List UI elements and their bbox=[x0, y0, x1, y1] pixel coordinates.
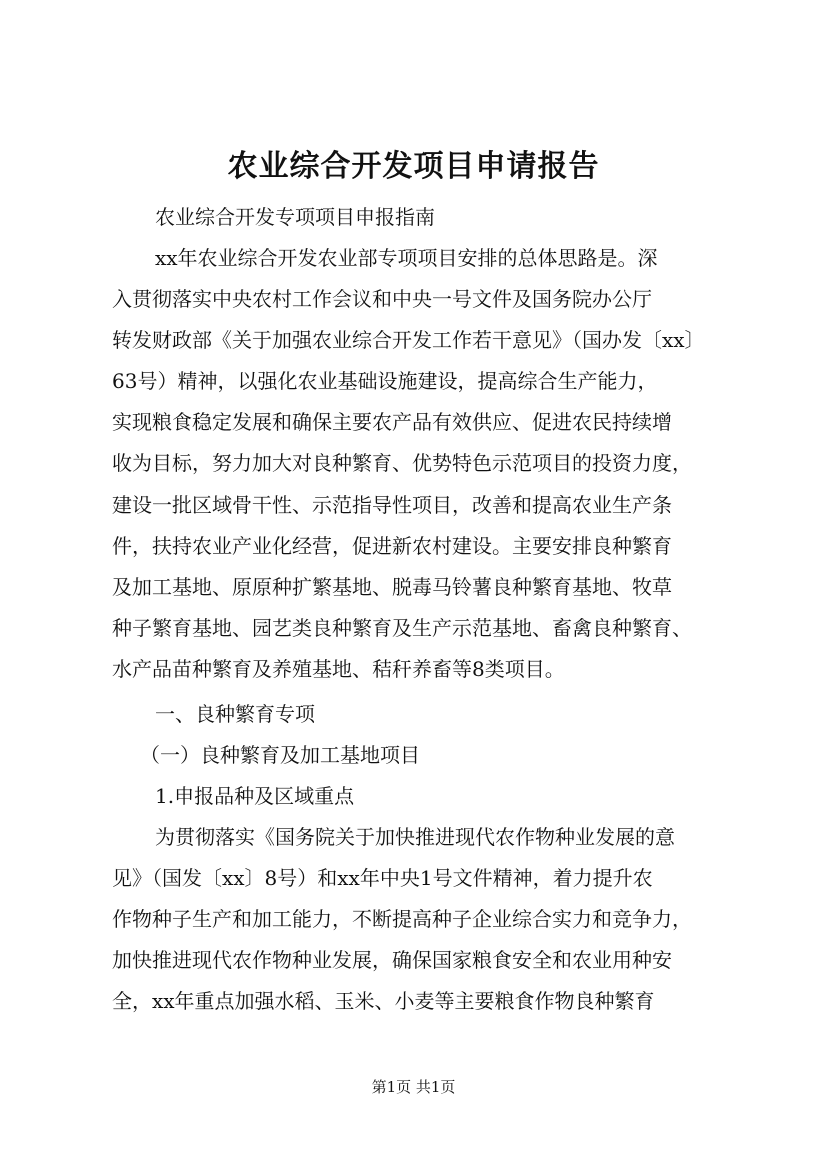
text-line: 全，xx年重点加强水稻、玉米、小麦等主要粮食作物良种繁育 bbox=[112, 989, 655, 1013]
text-line: 种子繁育基地、园艺类良种繁育及生产示范基地、畜禽良种繁育、 bbox=[112, 616, 692, 640]
page-footer: 第1页 共1页 bbox=[371, 1078, 456, 1096]
text-line: 加快推进现代农作物种业发展，确保国家粮食安全和农业用种安 bbox=[112, 948, 672, 972]
document-title: 农业综合开发项目申请报告 bbox=[227, 149, 600, 184]
text-line: 转发财政部《关于加强农业综合开发工作若干意见》（国办发〔xx〕 bbox=[112, 328, 705, 352]
text-line: 及加工基地、原原种扩繁基地、脱毒马铃薯良种繁育基地、牧草 bbox=[112, 575, 672, 599]
text-line: 63号）精神，以强化农业基础设施建设，提高综合生产能力， bbox=[112, 369, 658, 393]
section-heading: 一、良种繁育专项 bbox=[155, 702, 315, 726]
text-line: 为贯彻落实《国务院关于加快推进现代农作物种业发展的意 bbox=[155, 825, 675, 849]
text-line: 农业综合开发专项项目申报指南 bbox=[155, 205, 435, 229]
text-line: 见》（国发〔xx〕8号）和xx年中央1号文件精神，着力提升农 bbox=[112, 866, 653, 890]
text-line: 实现粮食稳定发展和确保主要农产品有效供应、促进农民持续增 bbox=[112, 410, 672, 434]
text-line: 水产品苗种繁育及养殖基地、秸秆养畜等8类项目。 bbox=[112, 657, 565, 681]
text-line: 建设一批区域骨干性、示范指导性项目，改善和提高农业生产条 bbox=[112, 493, 672, 517]
text-line: 件，扶持农业产业化经营，促进新农村建设。主要安排良种繁育 bbox=[112, 534, 672, 558]
text-line: 作物种子生产和加工能力，不断提高种子企业综合实力和竞争力， bbox=[112, 907, 692, 931]
text-line: 收为目标，努力加大对良种繁育、优势特色示范项目的投资力度， bbox=[112, 451, 692, 475]
text-line: xx年农业综合开发农业部专项项目安排的总体思路是。深 bbox=[155, 246, 658, 270]
text-line: 入贯彻落实中央农村工作会议和中央一号文件及国务院办公厅 bbox=[112, 287, 652, 311]
item-heading: 1.申报品种及区域重点 bbox=[155, 784, 355, 808]
subsection-heading: （一）良种繁育及加工基地项目 bbox=[140, 743, 420, 767]
